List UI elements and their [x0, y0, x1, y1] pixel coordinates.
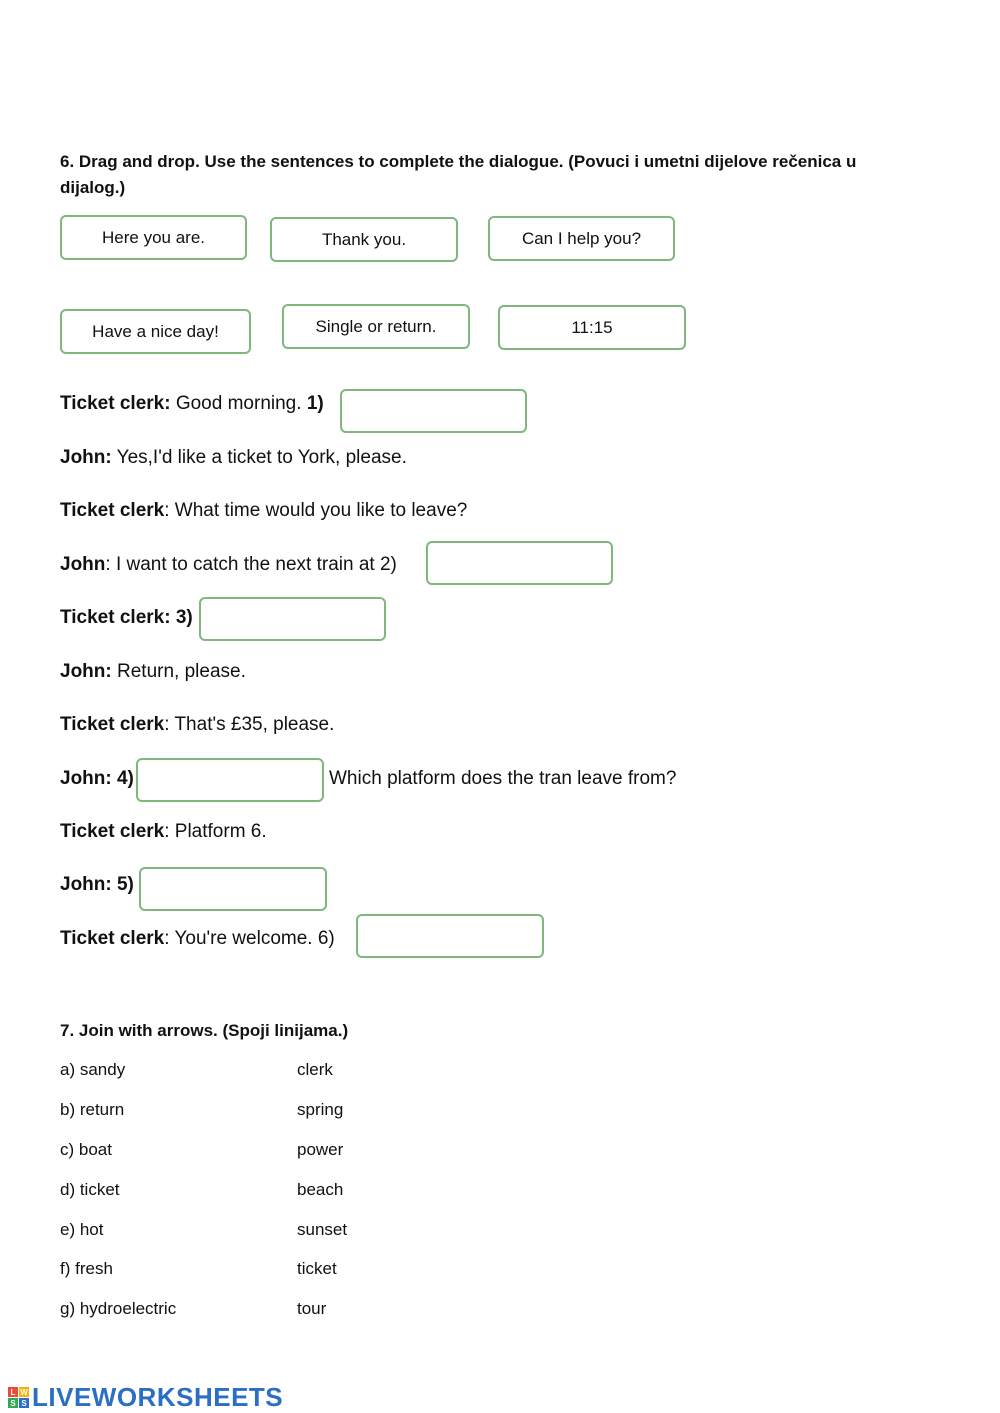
join-right-item[interactable]: beach [297, 1180, 344, 1199]
logo-tile: L [8, 1387, 18, 1397]
dialogue-text: Return, please. [111, 661, 246, 682]
drop-zone-6[interactable] [356, 914, 544, 958]
logo-tile: S [19, 1398, 29, 1408]
option-chip-thank-you[interactable]: Thank you. [270, 217, 458, 262]
speaker-label: John: 5) [60, 874, 134, 895]
dialogue-line-5 [60, 607, 193, 629]
speaker-label: John [60, 554, 106, 575]
speaker-label: Ticket clerk: 3) [60, 607, 193, 628]
dialogue-text: : That's £35, please. [164, 714, 335, 735]
join-right-item[interactable]: ticket [297, 1259, 337, 1278]
join-right-item[interactable]: clerk [297, 1060, 333, 1079]
dialogue-text: : I want to catch the next train at 2) [105, 554, 397, 575]
speaker-label: Ticket clerk [60, 500, 165, 521]
dialogue-line-9 [60, 821, 267, 843]
dialogue-text: : Platform 6. [164, 821, 267, 842]
speaker-label: John: [60, 661, 112, 682]
join-right-item[interactable]: tour [297, 1299, 327, 1318]
join-left-item[interactable]: d) ticket [60, 1180, 120, 1199]
dialogue-line-2 [60, 447, 407, 469]
option-chip-single-or-return[interactable]: Single or return. [282, 304, 470, 349]
option-chip-here-you-are[interactable]: Here you are. [60, 215, 247, 260]
dialogue-text: : You're welcome. 6) [164, 928, 335, 949]
liveworksheets-logo [8, 1382, 283, 1413]
speaker-label: Ticket clerk [60, 714, 165, 735]
exercise-6-title-line2: dijalog.) [60, 178, 126, 197]
dialogue-line-10 [60, 874, 134, 896]
dialogue-line-1 [60, 393, 324, 415]
logo-tile: W [20, 1387, 28, 1397]
speaker-label: Ticket clerk: [60, 393, 171, 414]
logo-icon [8, 1387, 29, 1408]
join-right-item[interactable]: spring [297, 1100, 344, 1119]
join-right-item[interactable]: power [297, 1140, 344, 1159]
join-left-item[interactable]: g) hydroelectric [60, 1299, 177, 1318]
dialogue-line-6 [60, 661, 246, 683]
speaker-label: John: 4) [60, 768, 134, 789]
join-left-item[interactable]: e) hot [60, 1220, 104, 1239]
dialogue-text: Good morning. [170, 393, 307, 414]
join-left-item[interactable]: b) return [60, 1100, 125, 1119]
speaker-label: Ticket clerk [60, 821, 165, 842]
option-chip-time[interactable]: 11:15 [498, 305, 686, 350]
option-chip-have-a-nice-day[interactable]: Have a nice day! [60, 309, 251, 354]
speaker-label: John: [60, 447, 112, 468]
dialogue-line-11 [60, 928, 335, 950]
dialogue-text: : What time would you like to leave? [164, 500, 468, 521]
logo-tile: S [8, 1398, 18, 1408]
dialogue-text: Yes,I'd like a ticket to York, please. [111, 447, 407, 468]
drop-zone-1[interactable] [340, 389, 527, 433]
exercise-6-title-line1: 6. Drag and drop. Use the sentences to complete the dialogue. (Povuci i umetni dijelove rečenica u [60, 152, 857, 171]
drop-zone-3[interactable] [199, 597, 386, 641]
option-chip-can-i-help-you[interactable]: Can I help you? [488, 216, 675, 261]
dialogue-line-8 [60, 768, 134, 790]
dialogue-line-8-continuation: Which platform does the tran leave from? [329, 768, 677, 789]
dialogue-line-3 [60, 500, 467, 522]
join-right-item[interactable]: sunset [297, 1220, 348, 1239]
drop-zone-2[interactable] [426, 541, 613, 585]
logo-text: LIVEWORKSHEETS [32, 1382, 284, 1412]
blank-number: 1) [306, 393, 324, 414]
join-left-item[interactable]: a) sandy [60, 1060, 126, 1079]
dialogue-line-7 [60, 714, 334, 736]
exercise-6-title [60, 149, 856, 201]
exercise-7-title: 7. Join with arrows. (Spoji linijama.) [60, 1021, 349, 1040]
speaker-label: Ticket clerk [60, 928, 165, 949]
drop-zone-4[interactable] [136, 758, 324, 802]
join-left-item[interactable]: f) fresh [60, 1259, 113, 1278]
join-left-item[interactable]: c) boat [60, 1140, 112, 1159]
dialogue-line-4 [60, 554, 397, 576]
drop-zone-5[interactable] [139, 867, 327, 911]
